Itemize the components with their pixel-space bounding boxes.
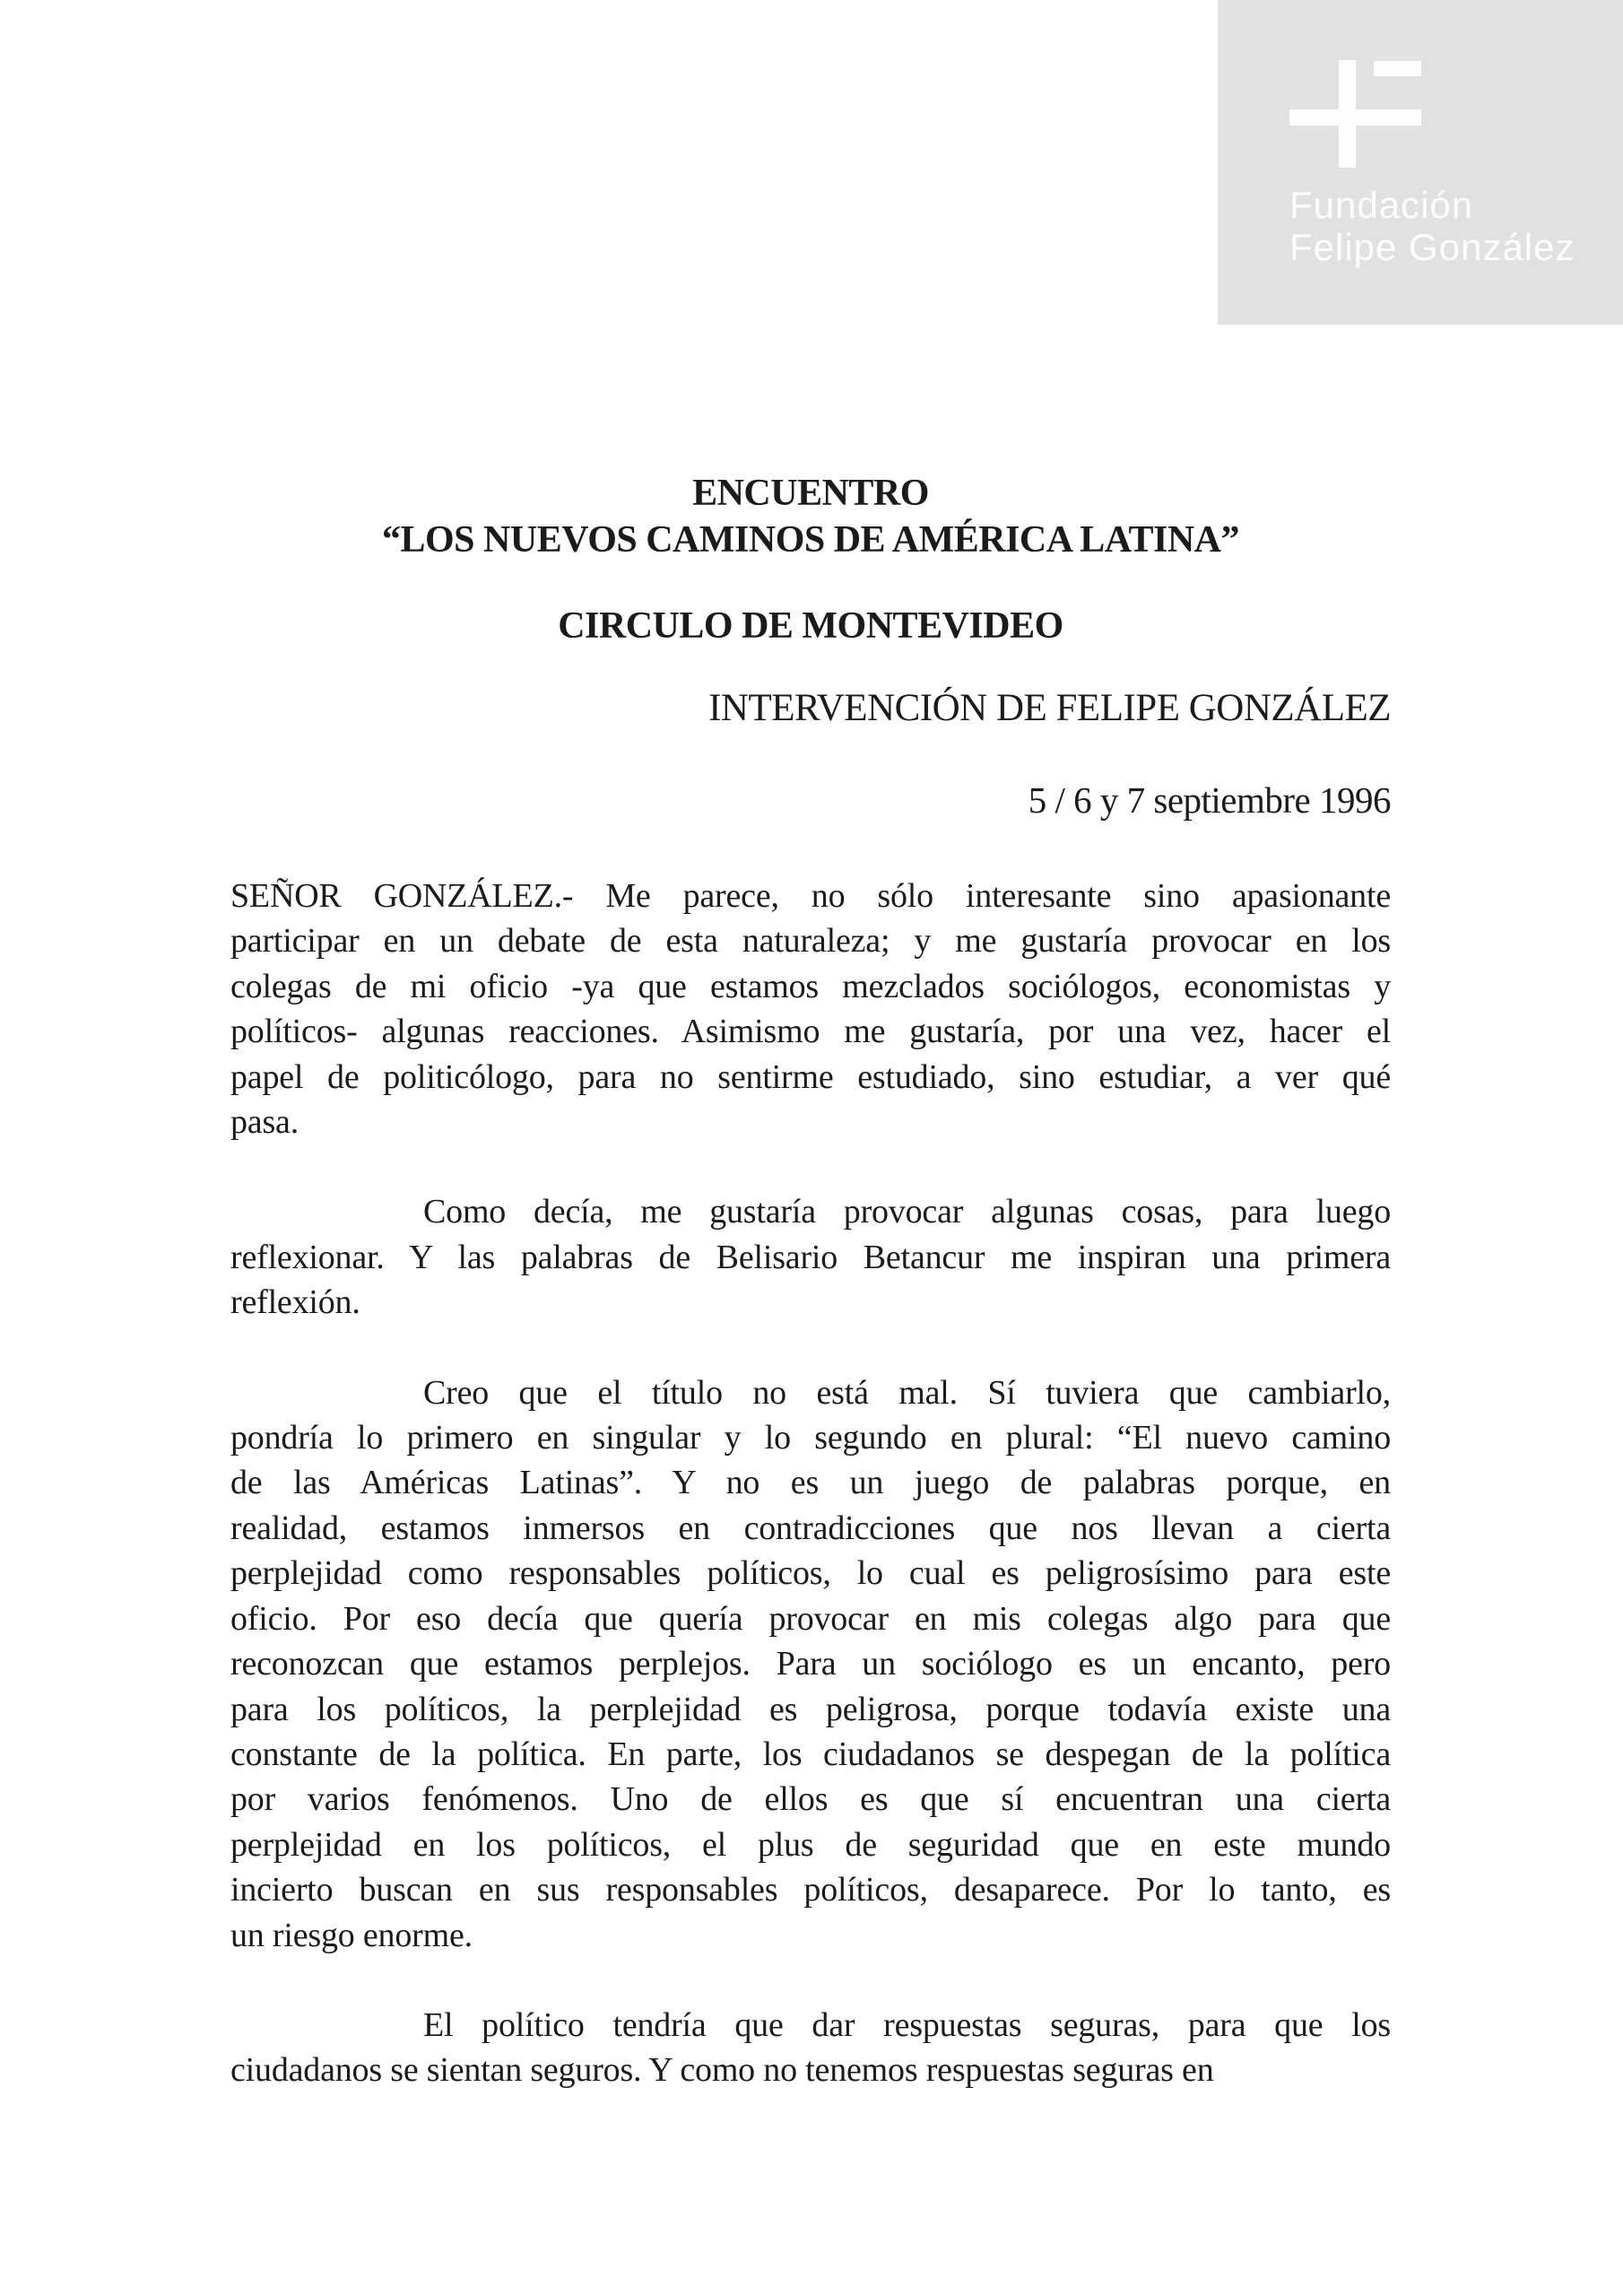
text-line: para los políticos, la perplejidad es peligrosa, porque todavía existe una — [230, 1690, 1391, 1728]
document-title-line2: “LOS NUEVOS CAMINOS DE AMÉRICA LATINA” — [381, 519, 1240, 561]
text-line: un riesgo enorme. — [230, 1916, 473, 1954]
paragraph — [230, 1189, 1391, 1325]
brand-name-line1: Fundación — [1289, 184, 1474, 226]
text-line: incierto buscan en sus responsables políticos, desaparece. Por lo tanto, es — [230, 1871, 1391, 1909]
text-line: pondría lo primero en singular y lo segundo en plural: “El nuevo camino — [230, 1419, 1391, 1457]
document-subtitle: CIRCULO DE MONTEVIDEO — [558, 605, 1063, 647]
text-line: perplejidad en los políticos, el plus de seguridad que en este mundo — [230, 1825, 1391, 1864]
text-line: reflexionar. Y las palabras de Belisario Betancur me inspiran una primera — [230, 1238, 1391, 1276]
brand-name-line2: Felipe González — [1289, 226, 1575, 268]
paragraph — [230, 2003, 1391, 2093]
text-line: reconozcan que estamos perplejos. Para un sociólogo es un encanto, pero — [230, 1645, 1391, 1683]
body-text — [230, 874, 1391, 2138]
speech-title: INTERVENCIÓN DE FELIPE GONZÁLEZ — [708, 687, 1391, 729]
text-line: de las Américas Latinas”. Y no es un juego de palabras porque, en — [230, 1464, 1391, 1502]
document-content — [230, 0, 1391, 2296]
text-line: ciudadanos se sientan seguros. Y como no tenemos respuestas seguras en — [230, 2051, 1214, 2090]
text-line: perplejidad como responsables políticos, lo cual es peligrosísimo para este — [230, 1554, 1391, 1593]
text-line: Como decía, me gustaría provocar algunas cosas, para luego — [423, 1193, 1391, 1231]
text-line: constante de la política. En parte, los ciudadanos se despegan de la política — [230, 1735, 1391, 1773]
text-line: por varios fenómenos. Uno de ellos es que sí encuentran una cierta — [230, 1780, 1391, 1819]
text-line: colegas de mi oficio -ya que estamos mezclados sociólogos, economistas y — [230, 967, 1391, 1005]
paragraph — [230, 874, 1391, 1144]
paragraph — [230, 1370, 1391, 1958]
text-line: pasa. — [230, 1103, 299, 1142]
text-line: Creo que el título no está mal. Sí tuviera que cambiarlo, — [423, 1373, 1391, 1412]
text-line: reflexión. — [230, 1283, 360, 1322]
text-line: oficio. Por eso decía que quería provocar en mis colegas algo para que — [230, 1599, 1391, 1638]
document-title-line1: ENCUENTRO — [692, 473, 929, 514]
text-line: El político tendría que dar respuestas seguras, para que los — [423, 2005, 1391, 2044]
text-line: realidad, estamos inmersos en contradicciones que nos llevan a cierta — [230, 1509, 1391, 1547]
text-line: participar en un debate de esta naturaleza; y me gustaría provocar en los — [230, 922, 1391, 961]
text-line: SEÑOR GONZÁLEZ.- Me parece, no sólo interesante sino apasionante — [230, 877, 1391, 915]
text-line: políticos- algunas reacciones. Asimismo me gustaría, por una vez, hacer el — [230, 1013, 1391, 1051]
date-line: 5 / 6 y 7 septiembre 1996 — [1028, 779, 1391, 821]
text-line: papel de politicólogo, para no sentirme estudiado, sino estudiar, a ver qué — [230, 1057, 1391, 1096]
